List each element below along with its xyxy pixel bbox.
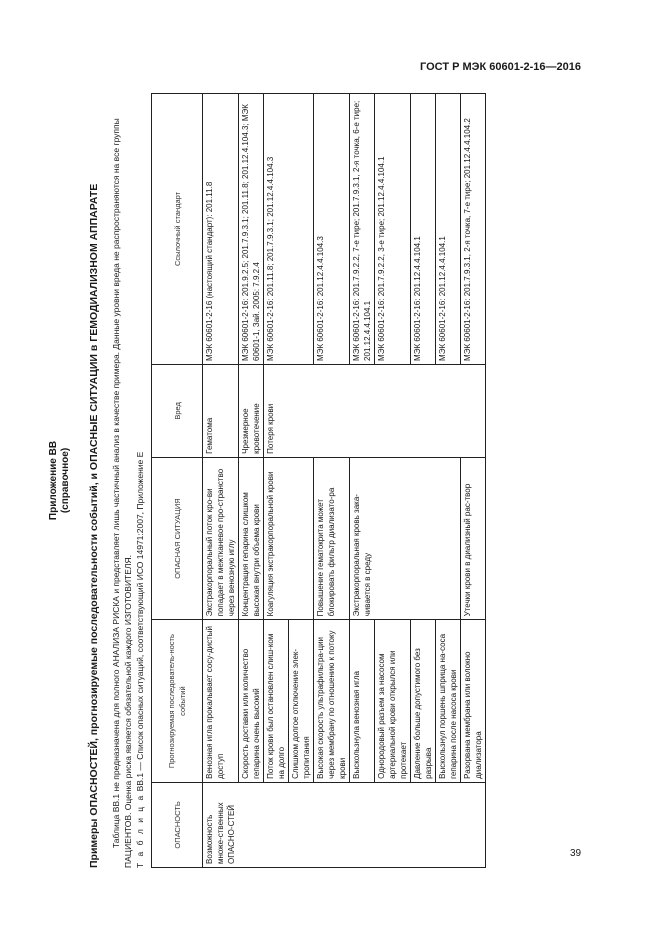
reference-cell: МЭК 60601-2-16: 201.9.2.5; 201.7.9.3.1; 201.11.8; 201.12.4.104.3; МЭК 60601-1, Зай. 2005: 7.9.2.4 [239, 94, 264, 365]
header-situation: ОПАСНАЯ СИТУАЦИЯ [152, 457, 203, 620]
reference-cell: МЭК 60601-2-16: 201.12.4.4.104.1 [436, 94, 461, 365]
rotated-content [48, 93, 486, 868]
event-cell: Давление больше допустимого без разрыва [411, 620, 436, 783]
reference-cell: МЭК 60601-2-16: 201.7.9.3.1, 2-я точка, 7-е тире; 201.12.4.4.104.2 [461, 94, 486, 365]
hazard-cell: Возможность множе-ственных ОПАСНО-СТЕЙ [203, 782, 486, 867]
header-harm: Вред [152, 364, 203, 457]
event-cell: Венозная игла прокалывает сосу-дистый доступ [203, 620, 239, 783]
harm-cell: Потеря крови [264, 364, 486, 457]
event-cell: Выскользнул поршень шприца на-соса гепарина после насоса крови [436, 620, 461, 783]
event-cell: Разорвана мембрана или волокно диализатора [461, 620, 486, 783]
situation-cell: Концентрация гепарина слишком высокая внутри объема крови [239, 457, 264, 620]
caption-text: ВВ.1 — Список опасных ситуаций, соответствующий ИСО 14971:2007, Приложение Е [135, 451, 145, 792]
table-row [203, 94, 239, 868]
table-row [314, 94, 350, 868]
header-hazard: ОПАСНОСТЬ [152, 782, 203, 867]
document-header: ГОСТ Р МЭК 60601-2-16—2016 [420, 61, 581, 73]
situation-cell: Коагуляция экстракорпоральной крови [264, 457, 314, 620]
table-header-row [152, 94, 203, 868]
table-row [239, 94, 264, 868]
page-number: 39 [570, 848, 582, 859]
reference-cell: МЭК 60601-2-16 (настоящий стандарт): 201.11.8 [203, 94, 239, 365]
appendix-title: Приложение ВВ [48, 440, 59, 521]
table-row [350, 94, 375, 868]
event-cell: Высокая скорость ультрафильтра-ции через мембрану по отношению к потоку крови [314, 620, 350, 783]
table-row [461, 94, 486, 868]
event-cell: Слишком долгое отключение элек-тропитания [289, 620, 314, 783]
hazard-table [151, 93, 486, 868]
reference-cell: МЭК 60601-2-16: 201.12.4.4.104.1 [411, 94, 436, 365]
reference-cell: МЭК 60601-2-16: 201.11.8; 201.7.9.3.1; 201.12.4.4.104.3 [264, 94, 314, 365]
table-caption [135, 93, 145, 868]
event-cell: Поток крови был остановлен слиш-ком на долго [264, 620, 289, 783]
harm-cell: Гематома [203, 364, 239, 457]
intro-paragraph: Таблица ВВ.1 не предназначена для полного АНАЛИЗА РИСКА и представляет лишь частичный анализ в качестве примера. Данные уровни вреда не распространяются на все группы ПАЦИЕНТОВ. Оценка риска является обязательной каждого ИЗГОТОВИТЕЛЯ. [111, 118, 133, 868]
event-cell: Однородовый разъем за насосом артериальной крови открылся или протекает [375, 620, 411, 783]
appendix-subtitle: (справочное) [60, 447, 71, 514]
caption-label: Т а б л и ц а [135, 793, 145, 868]
reference-cell: МЭК 60601-2-16: 201.12.4.4.104.3 [314, 94, 350, 365]
situation-cell: Повышение гематокрита может блокировать фильтр диализато-ра [314, 457, 350, 620]
situation-cell: Экстракорпоральная кровь зака-чивается в среду [350, 457, 461, 620]
event-cell: Скорость доставки или количество гепарина очень высокий [239, 620, 264, 783]
header-reference: Ссылочный стандарт [152, 94, 203, 365]
reference-cell: МЭК 60601-2-16: 201.7.9.2.2, 3-е тире; 201.12.4.4.104.1 [375, 94, 411, 365]
harm-cell: Чрезмерное кровотечение [239, 364, 264, 457]
header-event: Прогнозируемая последователь-ность событий [152, 620, 203, 783]
event-cell: Выскользнула венозная игла [350, 620, 375, 783]
situation-cell: Утечки крови в диализный рас-твор [461, 457, 486, 620]
main-title: Примеры ОПАСНОСТЕЙ, прогнозируемые последовательности событий, и ОПАСНЫЕ СИТУАЦИИ в ГЕМОДИАЛИЗНОМ АППАРАТЕ [88, 183, 100, 868]
situation-cell: Экстракорпоральный поток кро-ви попадает в межтканевое про-странство через венозную иглу [203, 457, 239, 620]
table-row [264, 94, 289, 868]
reference-cell: МЭК 60601-2-16: 201.7.9.2.2, 7-е тире; 201.7.9.3.1, 2-я точка, 6-е тире; 201.12.4.4.104.1 [350, 94, 375, 365]
